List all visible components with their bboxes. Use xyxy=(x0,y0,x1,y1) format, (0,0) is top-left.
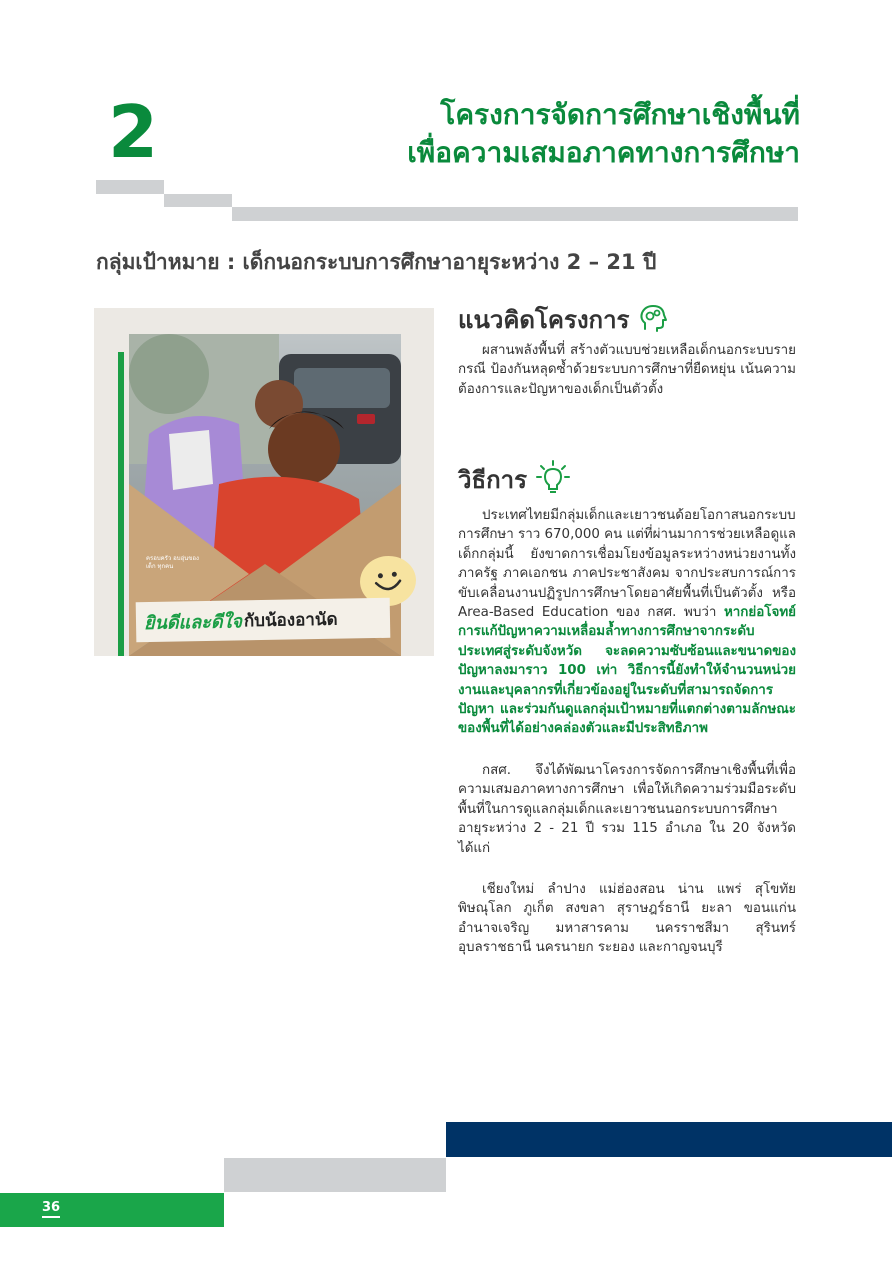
footer-gray-bar xyxy=(224,1158,446,1192)
target-group: กลุ่มเป้าหมาย : เด็กนอกระบบการศึกษาอายุระหว่าง 2 – 21 ปี xyxy=(96,250,657,274)
photo-caption-plain: กับน้องอานัด xyxy=(243,609,338,631)
page-number: 36 xyxy=(42,1200,60,1218)
lightbulb-icon xyxy=(533,459,573,499)
concept-section xyxy=(458,303,796,399)
method-paragraph-1-highlight: หากย่อโจทย์การแก้ปัญหาความเหลื่อมล้ำทางการศึกษาจากระดับประเทศสู่ระดับจังหวัด จะลดความซับซ้อนและขนาดของปัญหาลงมาราว 100 เท่า วิธีการนี้ยังทำให้จำนวนหน่วยงานและบุคลากรที่เกี่ยวข้องอยู่ในระดับที่สามารถจัดการปัญหา และร่วมกันดูแลกลุ่มเป้าหมายที่แตกต่างตามลักษณะของพื้นที่ได้อย่างคล่องตัวและมีประสิทธิภาพ xyxy=(458,605,796,737)
smiley-face-icon xyxy=(366,562,409,600)
concept-text: ผสานพลังพื้นที่ สร้างตัวแบบช่วยเหลือเด็กนอกระบบรายกรณี ป้องกันหลุดซ้ำด้วยระบบการศึกษาที่ยืดหยุ่น เน้นความต้องการและปัญหาของเด็กเป็นตัวตั้ง xyxy=(458,343,796,397)
photo-green-stripe xyxy=(118,352,124,656)
photo-small-note: ครอบครัว อบอุ่นของเด็ก ทุกคน xyxy=(146,555,199,570)
chapter-title xyxy=(240,96,800,172)
photo-caption-script: ยินดีและดีใจ xyxy=(143,610,243,634)
method-paragraph-1-plain: ประเทศไทยมีกลุ่มเด็กและเยาวชนด้อยโอกาสนอกระบบการศึกษา ราว 670,000 คน แต่ที่ผ่านมาการช่วยเหลือดูแลเด็กกลุ่มนี้ ยังขาดการเชื่อมโยงข้อมูลระหว่างหน่วยงานทั้งภาครัฐ ภาคเอกชน ภาคประชาสังคม จากประสบการณ์การขับเคลื่อนงานปฏิรูปการศึกษาโดยอาศัยพื้นที่เป็นตัวตั้ง หรือ Area-Based Education ของ กสศ. พบว่า xyxy=(458,508,796,621)
header-bar-step-1 xyxy=(96,180,164,194)
footer-navy-bar xyxy=(446,1122,892,1157)
footer-green-bar xyxy=(0,1193,224,1227)
chapter-title-line-2: เพื่อความเสมอภาคทางการศึกษา xyxy=(407,136,800,169)
head-gears-icon xyxy=(637,303,669,335)
header-bar-step-2 xyxy=(164,194,232,207)
method-section xyxy=(458,458,796,958)
header-bar-step-3 xyxy=(232,207,798,221)
chapter-number: 2 xyxy=(108,90,159,174)
concept-heading: แนวคิดโครงการ xyxy=(458,305,630,334)
chapter-title-line-1: โครงการจัดการศึกษาเชิงพื้นที่ xyxy=(440,98,800,131)
method-paragraph-2: กสศ. จึงได้พัฒนาโครงการจัดการศึกษาเชิงพื้นที่เพื่อความเสมอภาคทางการศึกษา เพื่อให้เกิดความร่วมมือระดับพื้นที่ในการดูแลกลุ่มเด็กและเยาวชนนอกระบบการศึกษาอายุระหว่าง 2 - 21 ปี รวม 115 อำเภอ ใน 20 จังหวัด ได้แก่ xyxy=(458,762,796,856)
method-heading: วิธีการ xyxy=(458,465,528,494)
method-paragraph-3: เชียงใหม่ ลำปาง แม่ฮ่องสอน น่าน แพร่ สุโขทัย พิษณุโลก ภูเก็ต สงขลา สุราษฎร์ธานี ยะลา ขอนแก่น อำนาจเจริญ มหาสารคาม นครราชสีมา สุรินทร์ อุบลราชธานี นครนายก ระยอง และกาญจนบุรี xyxy=(458,881,796,956)
method-paragraph-1 xyxy=(458,506,796,739)
photo-caption xyxy=(136,598,391,642)
